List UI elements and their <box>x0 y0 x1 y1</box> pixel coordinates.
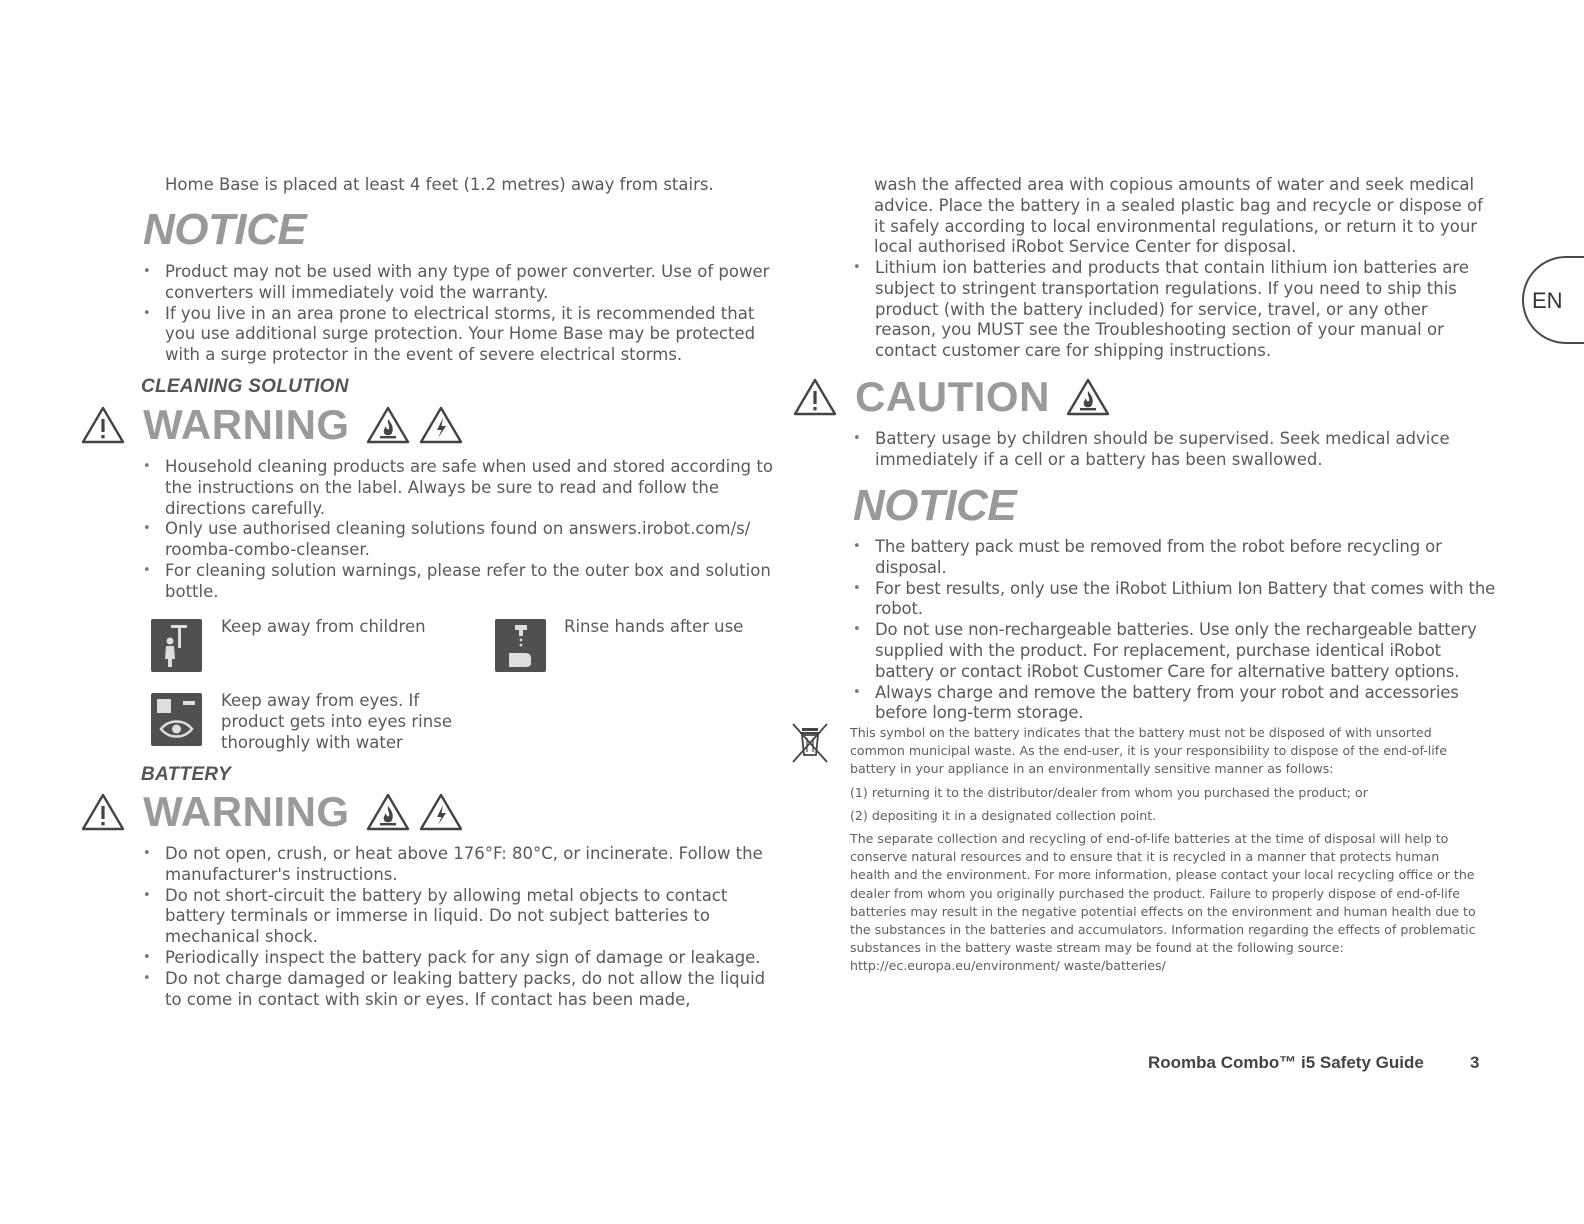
intro-text: Home Base is placed at least 4 feet (1.2 metres) away from stairs. <box>165 175 714 194</box>
list-item: • Always charge and remove the battery from your robot and accessories before long-term storage. <box>853 683 1498 725</box>
cleaning-warning-list <box>143 457 773 603</box>
list-item: • Do not short-circuit the battery by allowing metal objects to contact battery terminals or immerse in liquid. Do not subject batteries to mechanical shock. <box>143 886 783 948</box>
list-item: • Do not open, crush, or heat above 176°F: 80°C, or incinerate. Follow the manufacturer's instructions. <box>143 844 783 886</box>
battery-warning-heading <box>80 789 464 837</box>
electric-shock-icon <box>418 405 464 445</box>
notice-heading: NOTICE <box>853 481 1017 530</box>
weee-paragraph: The separate collection and recycling of end-of-life batteries at the time of disposal will help to conserve natural resources and to ensure that it is recycled in a manner that protects human health and the environment. For more information, please contact your local recycling office or the dealer from whom you originally purchased the product. Failure to properly dispose of end-of-life batteries may result in the negative potential effects on the environment and human health due to the substances in the batteries and accumulators. Information regarding the effects of problematic substances in the battery waste stream may be found at the following source: http://ec.europa.eu/environment/ waste/batteries/ <box>850 831 1476 974</box>
weee-disposal-text <box>850 724 1480 976</box>
rinse-label: Rinse hands after use <box>564 617 744 636</box>
caution-list <box>853 429 1486 471</box>
list-item: • Only use authorised cleaning solutions found on answers.irobot.com/s/ roomba-combo-cleanser. <box>143 519 773 561</box>
notice-heading: NOTICE <box>143 205 307 254</box>
cleaning-warning-heading <box>80 402 464 450</box>
warning-triangle-icon <box>80 405 126 445</box>
list-item: • Household cleaning products are safe when used and stored according to the instructions on the label. Always be sure to read and follow the directions carefully. <box>143 457 773 519</box>
electric-shock-icon <box>418 792 464 832</box>
crossed-out-bin-icon <box>790 722 830 764</box>
notice-battery-list <box>853 537 1498 724</box>
language-tab <box>1522 256 1584 344</box>
list-item: • For cleaning solution warnings, please refer to the outer box and solution bottle. <box>143 561 773 603</box>
list-item: • Do not charge damaged or leaking battery packs, do not allow the liquid to come in contact with skin or eyes. If contact has been made, <box>143 969 783 1011</box>
page-number: 3 <box>1470 1053 1480 1072</box>
weee-option-2: (2) depositing it in a designated collection point. <box>850 807 1157 823</box>
list-item: • If you live in an area prone to electrical storms, it is recommended that you use additional surge protection. Your Home Base may be protected with a surge protector in the event of severe electrical storms. <box>143 304 773 366</box>
footer-title: Roomba Combo™ i5 Safety Guide <box>1148 1053 1424 1072</box>
keep-away-children-icon <box>151 619 202 672</box>
list-item: • Product may not be used with any type of power converter. Use of power converters will immediately void the warranty. <box>143 262 773 304</box>
list-item: • Battery usage by children should be supervised. Seek medical advice immediately if a cell or a battery has been swallowed. <box>853 429 1486 471</box>
eyes-label: Keep away from eyes. If product gets into eyes rinse thoroughly with water <box>221 691 452 752</box>
cleaning-solution-subhead: CLEANING SOLUTION <box>141 376 349 397</box>
warning-title: WARNING <box>143 788 350 835</box>
list-item: • Lithium ion batteries and products that contain lithium ion batteries are subject to stringent transportation regulations. If you need to ship this product (with the battery included) for service, travel, or any other reason, you MUST see the Troubleshooting section of your manual or contact customer care for shipping instructions. <box>853 258 1486 362</box>
keep-away-eyes-icon <box>151 693 202 746</box>
continued-text: wash the affected area with copious amounts of water and seek medical advice. Place the battery in a sealed plastic bag and recycle or dispose of it safely according to local environmental regulations, or return it to your local authorised iRobot Service Center for disposal. <box>874 175 1483 257</box>
caution-title: CAUTION <box>855 373 1050 420</box>
language-label: EN <box>1532 288 1563 313</box>
weee-option-1: (1) returning it to the distributor/dealer from whom you purchased the product; or <box>850 784 1368 800</box>
caution-heading <box>792 374 1111 422</box>
flammable-icon <box>365 405 411 445</box>
rinse-hands-icon <box>495 619 546 672</box>
children-label: Keep away from children <box>221 617 426 636</box>
lithium-list <box>853 258 1486 362</box>
notice-list <box>143 262 773 366</box>
battery-warning-list <box>143 844 783 1010</box>
warning-triangle-icon <box>80 792 126 832</box>
flammable-icon <box>365 792 411 832</box>
list-item: • The battery pack must be removed from the robot before recycling or disposal. <box>853 537 1498 579</box>
list-item: • Periodically inspect the battery pack for any sign of damage or leakage. <box>143 948 783 969</box>
battery-subhead: BATTERY <box>141 764 232 785</box>
warning-triangle-icon <box>792 377 838 417</box>
weee-paragraph: This symbol on the battery indicates that the battery must not be disposed of with unsorted common municipal waste. As the end-user, it is your responsibility to dispose of the end-of-life battery in your appliance in an environmentally sensitive manner as follows: <box>850 725 1447 777</box>
warning-title: WARNING <box>143 401 350 448</box>
list-item: • For best results, only use the iRobot Lithium Ion Battery that comes with the robot. <box>853 579 1498 621</box>
flammable-icon <box>1065 377 1111 417</box>
list-item: • Do not use non-rechargeable batteries. Use only the rechargeable battery supplied with the product. For replacement, purchase identical iRobot battery or contact iRobot Customer Care for alternative battery options. <box>853 620 1498 682</box>
